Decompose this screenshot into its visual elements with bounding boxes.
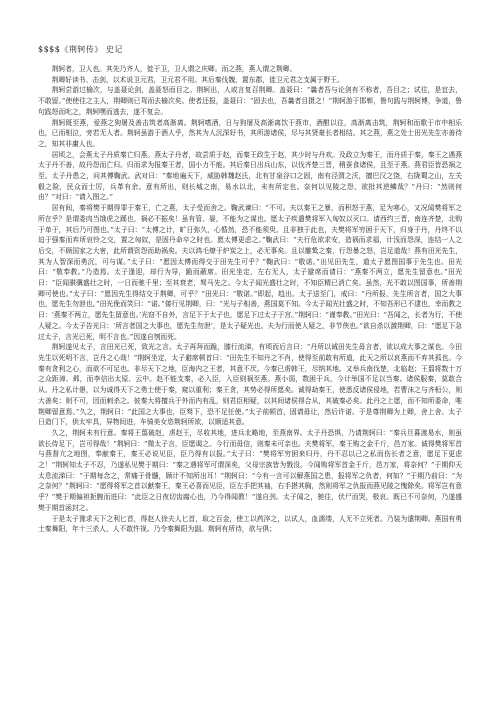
paragraph: 于是太子豫求天下之利匕首，得赵人徐夫人匕首，取之百金，使工以药淬之，以试人，血濡缕，人无不立死者。乃装为遣荆卿。燕国有勇士秦舞阳，年十三杀人，人不敢忤视。乃令秦舞阳为副。荆轲有所待，欲与俱； (38, 514, 462, 534)
paragraph: 居有间，秦将樊于期得罪于秦王，亡之燕，太子受而舍之。鞠武谏曰：“不可。夫以秦王之暴，而积怒于燕，足为寒心，又况闻樊将军之所在乎？是谓委肉当饿虎之蹊也，祸必不振矣！虽有管、晏，不能为之谋也。愿太子疾遣樊将军入匈奴以灭口。请西约三晋，南连齐楚，北购于单于，其后乃可图也。”太子曰：“太傅之计，旷日弥久，心惛然，恐不能须臾。且非独于此也，夫樊将军穷困于天下，归身于丹，丹终不以迫于强秦而弃所哀怜之交，置之匈奴，是固丹命卒之时也。愿太傅更虑之。”鞠武曰：“夫行危欲求安，造祸而求福，计浅而怨深，连结一人之后交，不顾国家之大害，此所谓资怨而助祸矣。夫以鸿毛燎于炉炭之上，必无事矣。且以雕鸷之秦，行怨暴之怒，岂足道哉！燕有田光先生，其为人智深而勇沉，可与谋。”太子曰：“愿因太傅而得交于田先生可乎？”鞠武曰：“敬诺。”出见田先生，道太子愿图国事于先生也。田光曰：“敬奉教。”乃造焉。太子逢迎，却行为导，跪而蔽席。田光坐定，左右无人，太子避席而请曰：“燕秦不两立，愿先生留意也。”田光曰：“臣闻骐骥盛壮之时，一日而驰千里；至其衰老，驽马先之。今太子闻光盛壮之时，不知臣精已消亡矣。虽然，光不敢以图国事，所善荆卿可使也。”太子曰：“愿因先生得结交于荆卿，可乎？”田光曰：“敬诺。”即起，趋出。太子送至门，戒曰：“丹所报，先生所言者，国之大事也，愿先生勿泄也。”田光俛而笑曰：“诺。”偻行见荆卿，曰：“光与子相善，燕国莫不知。今太子闻光壮盛之时，不知吾形已不逮也，幸而教之曰：‘燕秦不两立，愿先生留意也。’光窃不自外，言足下于太子也，愿足下过太子于宫。”荆轲曰：“谨奉教。”田光曰：“吾闻之，长者为行，不使人疑之。今太子告光曰：‘所言者国之大事也，愿先生勿泄’，是太子疑光也。夫为行而使人疑之，非节侠也。”欲自杀以激荆卿，曰：“愿足下急过太子，言光已死，明不言也。”因遂自刎而死。 (38, 204, 462, 341)
paragraph: 荆轲遂见太子，言田光已死，致光之言。太子再拜而跪，膝行流涕，有顷而后言曰：“丹所以诫田先生毋言者，欲以成大事之谋也。今田先生以死明不言，岂丹之心哉！”荆轲坐定，太子避席顿首曰：“田先生不知丹之不肖，使得至前敢有所道，此天之所以哀燕而不弃其孤也。今秦有贪利之心，而欲不可足也。非尽天下之地，臣海内之王者，其意不厌。今秦已虏韩王，尽纳其地。又举兵南伐楚，北临赵；王翦将数十万之众距漳、邺，而李信出太原、云中。赵不能支秦，必入臣，入臣则祸至燕。燕小弱，数困于兵，今计举国不足以当秦。诸侯服秦，莫敢合从。丹之私计愚，以为诚得天下之勇士使于秦，窥以重利；秦王贪，其势必得所愿矣。诚得劫秦王，使悉反诸侯侵地，若曹沫之与齐桓公，则大善矣；则不可，因而刺杀之。彼秦大将擅兵于外而内有乱，则君臣相疑，以其间诸侯得合从，其破秦必矣。此丹之上愿，而不知所委命，唯荆卿留意焉。”久之，荆轲曰：“此国之大事也，臣驽下，恐不足任使。”太子前顿首，固请毋让，然后许诺。于是尊荆卿为上卿，舍上舍。太子日造门下，供太牢具，异物间进，车骑美女恣荆轲所欲，以顺适其意。 (38, 343, 462, 427)
paragraph: 荆轲尝游过榆次，与盖聂论剑，盖聂怒而目之。荆轲出，人或言复召荆卿。盖聂曰：“曩者吾与论剑有不称者，吾目之；试往，是宜去，不敢留。”使使往之主人，荆卿则已驾而去榆次矣。使者还报，盖聂曰：“固去也，吾曩者目摄之！”荆轲游于邯郸，鲁句践与荆轲博，争道，鲁句践怒而叱之，荆轲嘿而逃去，遂不复会。 (38, 86, 462, 116)
paragraph: 久之，荆轲未有行意。秦将王翦破赵，虏赵王，尽收其地，进兵北略地，至燕南界。太子丹恐惧，乃请荆轲曰：“秦兵旦暮渡易水，则虽欲长侍足下，岂可得哉！”荆轲曰：“微太子言，臣愿谒之。今行而毋信，则秦未可亲也。夫樊将军，秦王购之金千斤，邑万家。诚得樊将军首与燕督亢之地图，奉献秦王，秦王必说见臣，臣乃得有以报。”太子曰：“樊将军穷困来归丹，丹不忍以己之私而伤长者之意，愿足下更虑之！”荆轲知太子不忍，乃遂私见樊于期曰：“秦之遇将军可谓深矣，父母宗族皆为戮没。今闻购将军首金千斤，邑万家，将奈何？”于期仰天太息流涕曰：“于期每念之，常痛于骨髓，顾计不知所出耳！”荆轲曰：“今有一言可以解燕国之患，报将军之仇者，何如？”于期乃前曰：“为之奈何？”荆轲曰：“愿得将军之首以献秦王，秦王必喜而见臣，臣左手把其袖，右手揕其胸，然则将军之仇报而燕见陵之愧除矣。将军岂有意乎？”樊于期偏袒扼腕而进曰：“此臣之日夜切齿腐心也，乃今得闻教！”遂自刭。太子闻之，驰往，伏尸而哭，极哀。既已不可奈何，乃遂盛樊于期首函封之。 (38, 428, 462, 512)
paragraph: 荆卿好读书、击剑，以术说卫元君，卫元君不用。其后秦伐魏，置东郡，徙卫元君之支属于野王。 (51, 75, 344, 84)
document-body (38, 64, 462, 696)
paragraph: 荆轲者，卫人也。其先乃齐人，徙于卫，卫人谓之庆卿。而之燕，燕人谓之荆卿。 (51, 65, 297, 73)
paragraph: 荆轲既至燕，爱燕之狗屠及善击筑者高渐离。荆轲嗜酒，日与狗屠及高渐离饮于燕市，酒酣以往，高渐离击筑，荆轲和而歌于市中相乐也，已而相泣，旁若无人者。荆轲虽游于酒人乎，然其为人沉深好书，其所游诸侯，尽与其贤豪长者相结。其之燕，燕之处士田光先生亦善待之，知其非庸人也。 (38, 118, 462, 148)
page-header: $$$$《荆轲传》 史记 (38, 45, 123, 54)
paragraph: 居顷之，会燕太子丹质秦亡归燕。燕太子丹者，故尝质于赵，而秦王政生于赵，其少时与丹欢。及政立为秦王，而丹质于秦，秦王之遇燕太子丹不善，故丹怨而亡归。归而求为报秦王者，国小力不能。其后秦日出兵山东，以伐齐楚三晋，稍蚕食诸侯，且至于燕。燕君臣皆恐祸之至。太子丹患之，问其傅鞠武。武对曰：“秦地遍天下，威胁韩魏赵氏，北有甘泉谷口之固，南有泾渭之沃，擅巴汉之饶，右陇蜀之山，左关殽之险，民众而士厉，兵革有余。意有所出，则长城之南，易水以北，未有所定也。奈何以见陵之怨，欲批其逆鳞哉？”丹曰：“然则何由？”对曰：“请入图之。” (38, 150, 462, 202)
